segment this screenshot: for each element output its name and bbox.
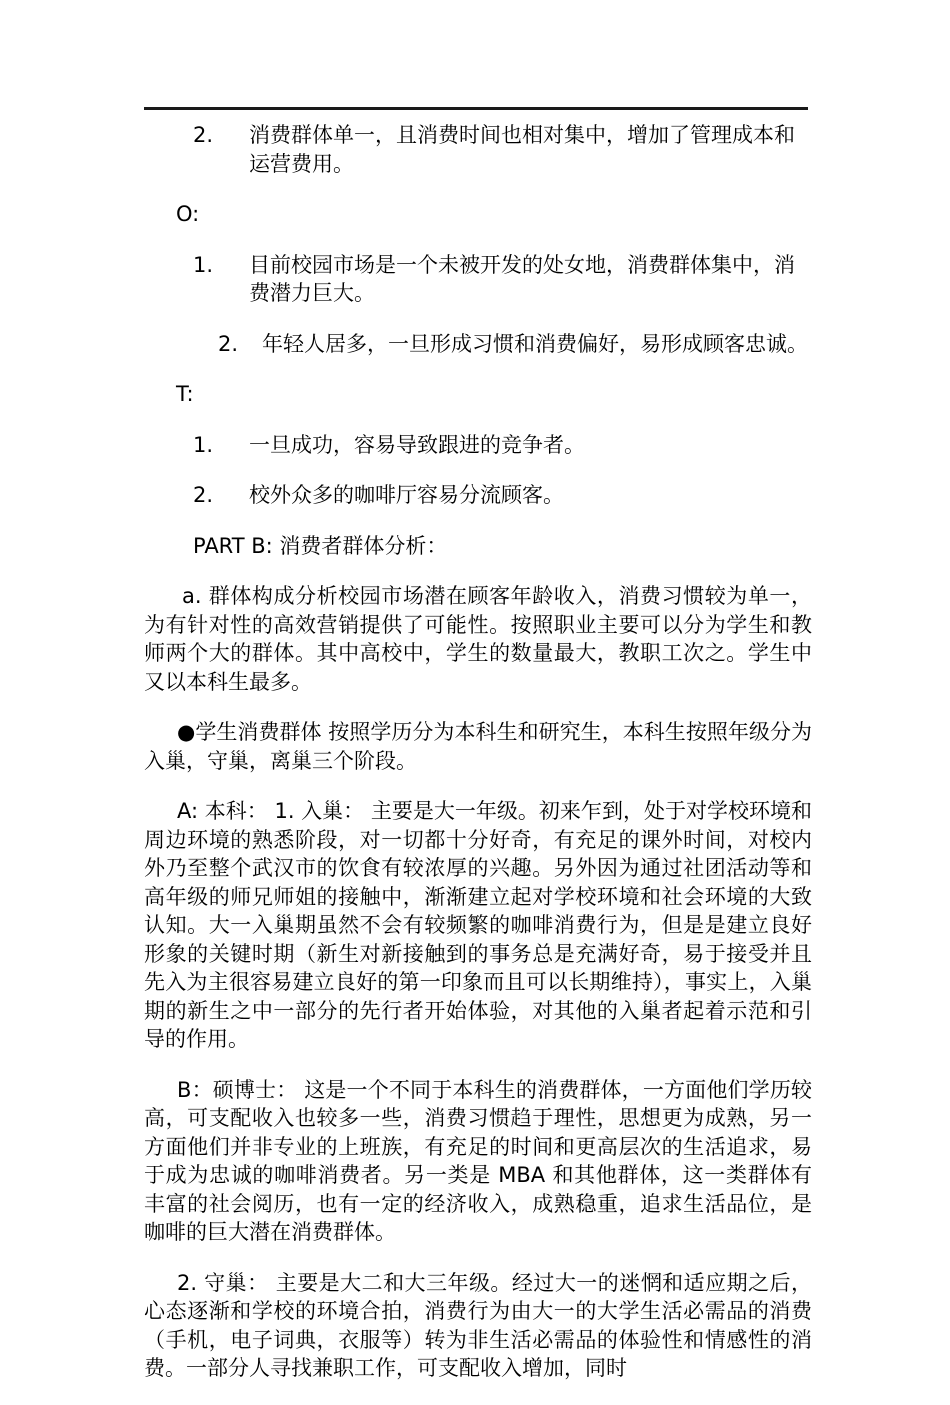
paragraph-postgrad-mba: B：硕博士： 这是一个不同于本科生的消费群体，一方面他们学历较高，可支配收入也较多一些，消费习惯趋于理性，思想更为成熟，另一方面他们并非专业的上班族，有充足的时间和更高层次的生活追求，易于成为忠诚的咖啡消费者。另一类是 MBA 和其他群体，这一类群体有丰富的社会阅历，也有一定的经济收入，成熟稳重，追求生活品位，是咖啡的巨大潜在消费群体。 bbox=[144, 1077, 812, 1244]
paragraph-shouchao: 2. 守巢： 主要是大二和大三年级。经过大一的迷惘和适应期之后，心态逐渐和学校的环境合拍，消费行为由大一的大学生活必需品的消费（手机，电子词典，衣服等）转为非生活必需品的体验性和情感性的消费。一部分人寻找兼职工作，可支配收入增加，同时 bbox=[144, 1270, 812, 1380]
section-heading-t: T: bbox=[176, 382, 194, 406]
list-item-t1 bbox=[144, 431, 812, 460]
list-item-text: 消费群体单一，且消费时间也相对集中，增加了管理成本和运营费用。 bbox=[249, 123, 795, 176]
list-number: 2. bbox=[218, 331, 239, 356]
section-heading-part-b: PART B: 消费者群体分析： bbox=[193, 533, 448, 558]
list-number: 2. bbox=[193, 483, 214, 507]
section-heading-o: O: bbox=[176, 202, 200, 226]
list-item-swot-w2 bbox=[144, 121, 812, 178]
list-item-text: 目前校园市场是一个未被开发的处女地，消费群体集中，消费潜力巨大。 bbox=[249, 252, 795, 305]
list-item-o1 bbox=[144, 251, 812, 308]
horizontal-rule bbox=[144, 107, 808, 110]
list-item-text: 一旦成功，容易导致跟进的竞争者。 bbox=[249, 432, 585, 457]
document-body bbox=[144, 0, 812, 1405]
list-item-o2 bbox=[144, 330, 812, 359]
paragraph-undergrad-ruchao: A: 本科： 1. 入巢： 主要是大一年级。初来乍到，处于对学校环境和周边环境的熟悉阶段，对一切都十分好奇，有充足的课外时间，对校内外乃至整个武汉市的饮食有较浓厚的兴趣。另外因为通过社团活动等和高年级的师兄师姐的接触中，渐渐建立起对学校环境和社会环境的大致认知。大一入巢期虽然不会有较频繁的咖啡消费行为，但是是建立良好形象的关键时期（新生对新接触到的事务总是充满好奇，易于接受并且先入为主很容易建立良好的第一印象而且可以长期维持），事实上，入巢期的新生之中一部分的先行者开始体验，对其他的入巢者起着示范和引导的作用。 bbox=[144, 799, 812, 1051]
list-number: 1. bbox=[193, 252, 214, 277]
list-item-t2 bbox=[144, 481, 812, 510]
paragraph-group-composition: a. 群体构成分析校园市场潜在顾客年龄收入，消费习惯较为单一，为有针对性的高效营销提供了可能性。按照职业主要可以分为学生和教师两个大的群体。其中高校中，学生的数量最大，教职工次之。学生中又以本科生最多。 bbox=[144, 584, 812, 694]
list-number: 2. bbox=[193, 123, 214, 147]
list-number: 1. bbox=[193, 432, 214, 457]
list-item-text: 校外众多的咖啡厅容易分流顾客。 bbox=[249, 483, 564, 507]
paragraph-student-consumer-group: ●学生消费群体 按照学历分为本科生和研究生，本科生按照年级分为入巢，守巢，离巢三个阶段。 bbox=[144, 720, 812, 773]
list-item-text: 年轻人居多，一旦形成习惯和消费偏好，易形成顾客忠诚。 bbox=[262, 331, 808, 356]
